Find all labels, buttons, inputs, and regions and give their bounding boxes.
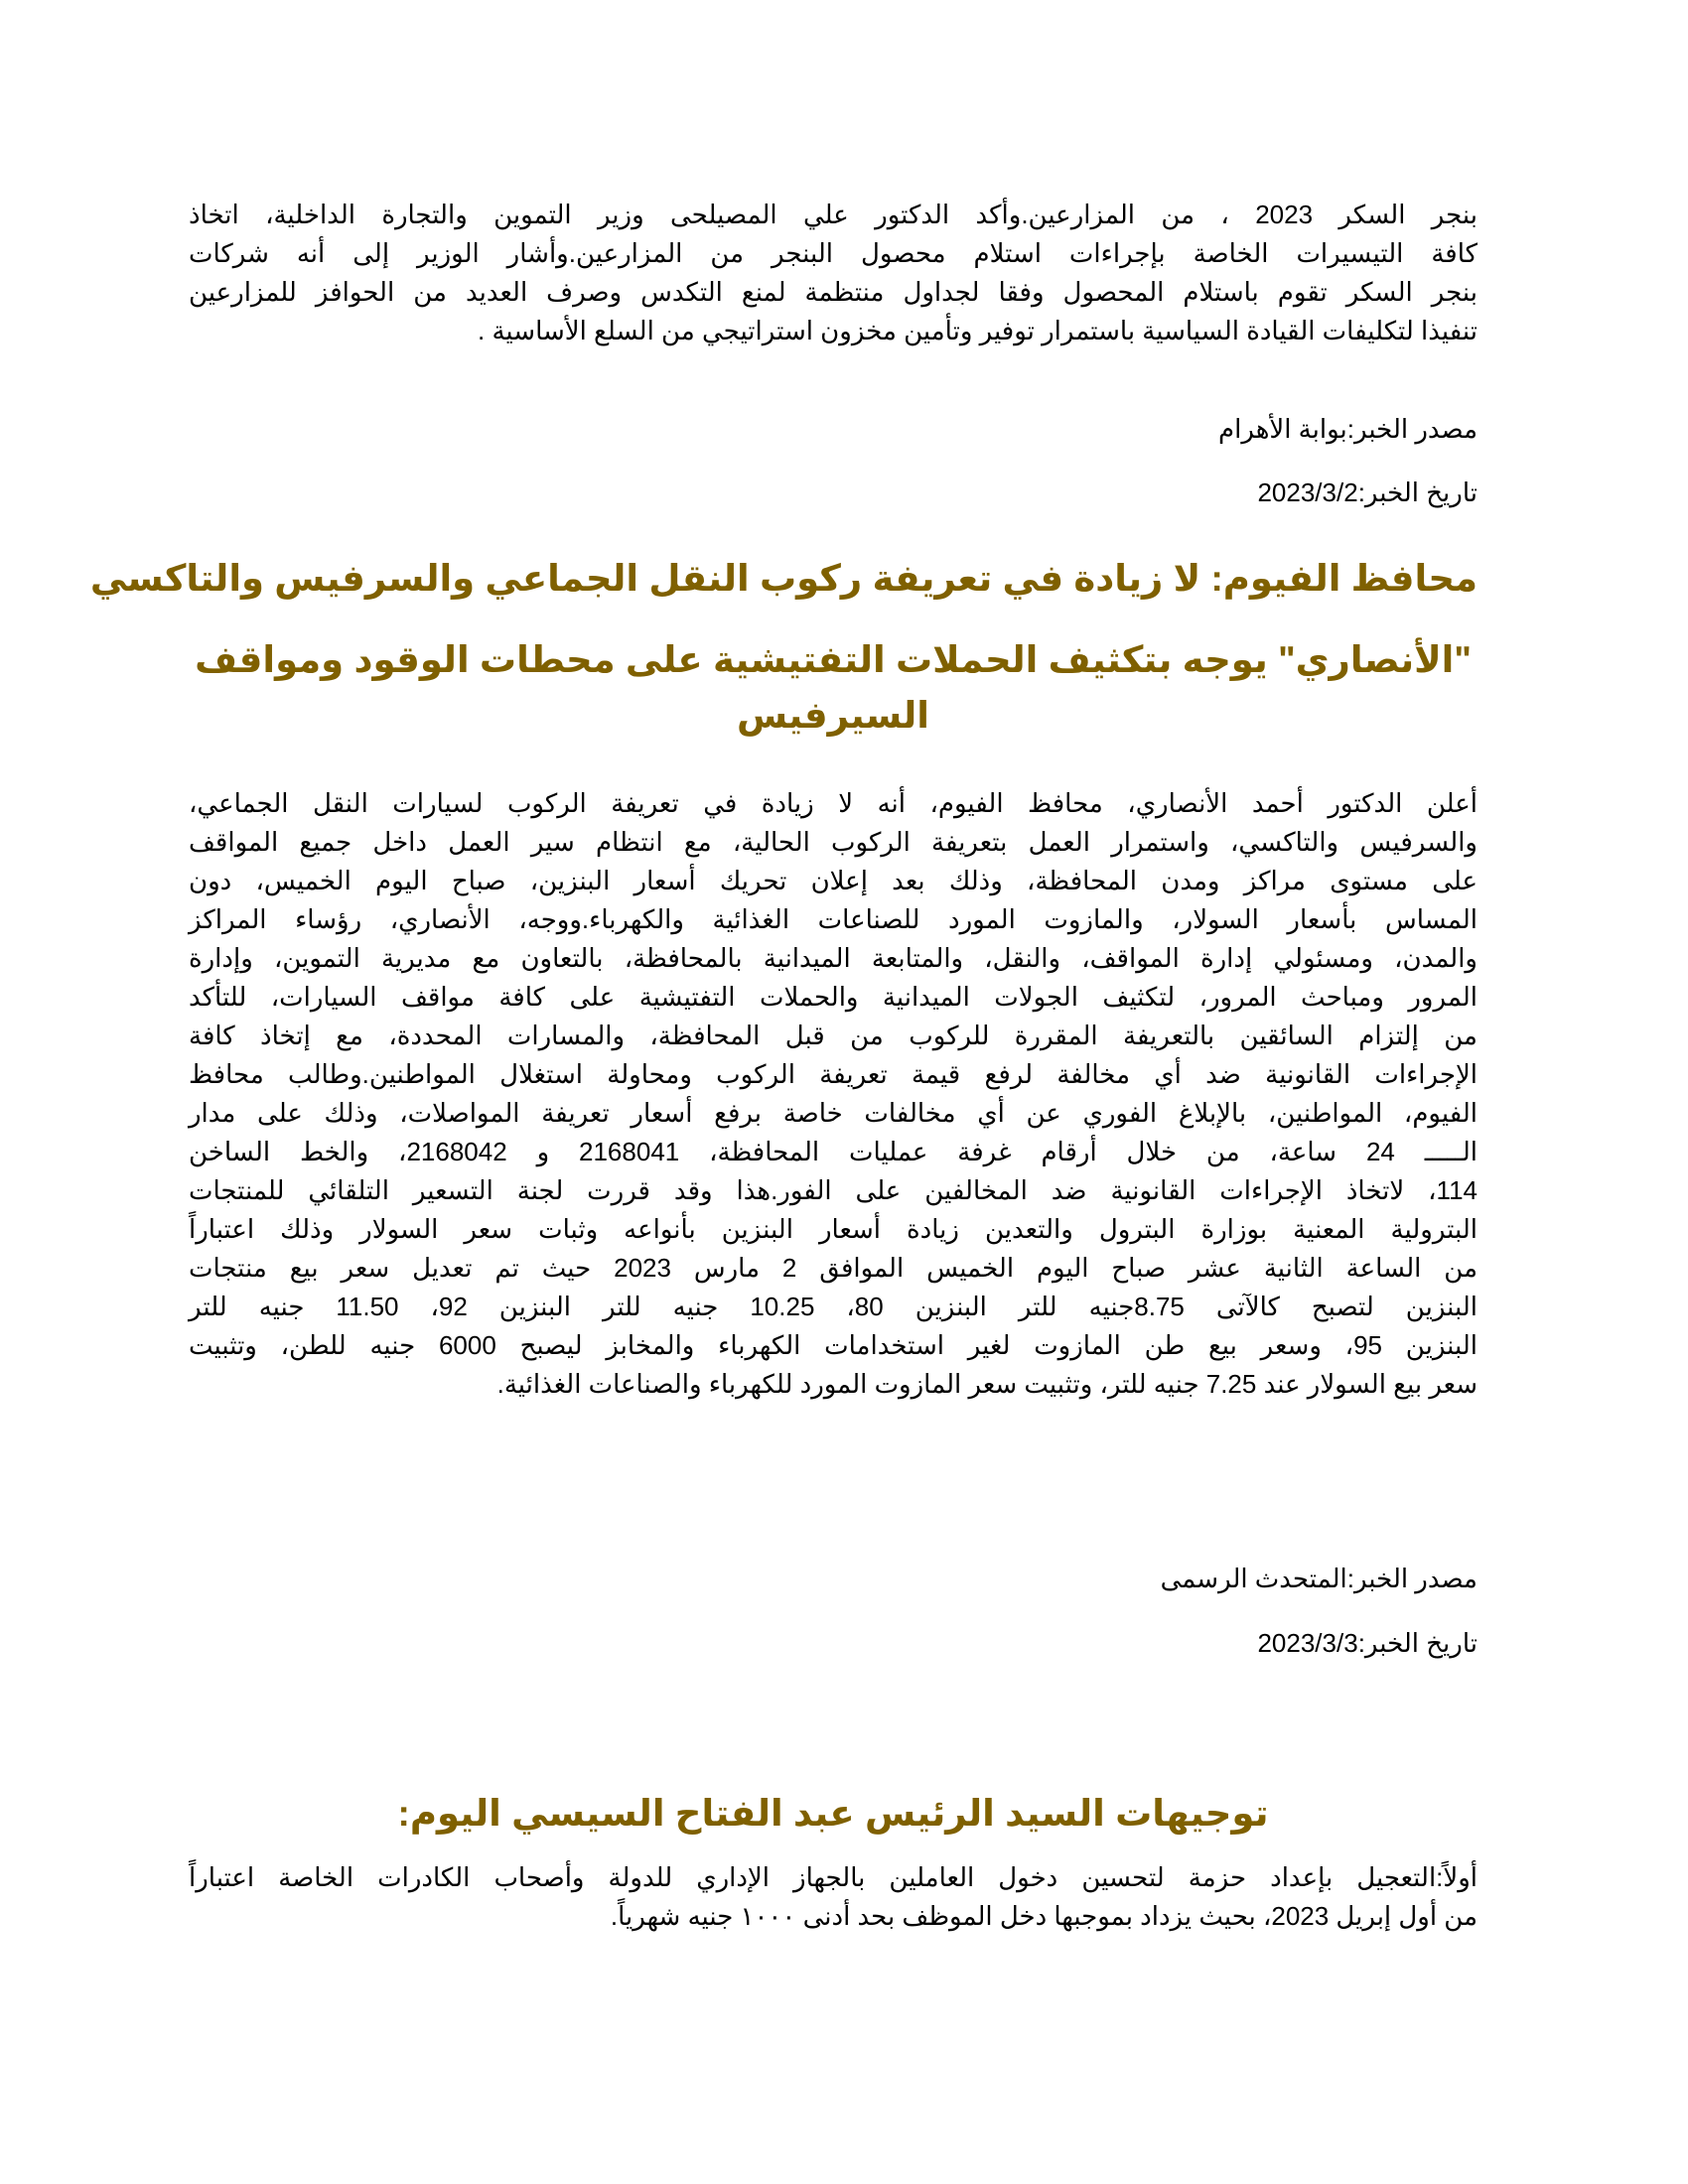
paragraph-line: الإجراءات القانونية ضد أي مخالفة لرفع قيمة تعريفة الركوب ومحاولة استغلال المواطنين.وطالب محافظ [189, 1059, 1477, 1089]
paragraph-line: بنجر السكر تقوم باستلام المحصول وفقا لجداول منتظمة لمنع التكدس وصرف العديد من الحوافز للمزارعين [189, 277, 1477, 307]
paragraph-line: 114، لاتخاذ الإجراءات القانونية ضد المخالفين على الفور.هذا وقد قررت لجنة التسعير التلقائي للمنتجات [189, 1175, 1477, 1205]
paragraph-line: الفيوم، المواطنين، بالإبلاغ الفوري عن أي مخالفات خاصة برفع أسعار تعريفة المواصلات، وذلك على مدار [189, 1098, 1477, 1128]
paragraph-line: بنجر السكر 2023 ، من المزارعين.وأكد الدكتور علي المصيلحى وزير التموين والتجارة الداخلية، اتخاذ [189, 200, 1478, 229]
paragraph-line: من إلتزام السائقين بالتعريفة المقررة للركوب من قبل المحافظة، والمسارات المحددة، مع إتخاذ كافة [189, 1021, 1477, 1050]
paragraph-line: أولاً:التعجيل بإعداد حزمة لتحسين دخول العاملين بالجهاز الإداري للدولة وأصحاب الكادرات الخاصة اعتباراً [189, 1862, 1477, 1892]
paragraph-line: المساس بأسعار السولار، والمازوت المورد للصناعات الغذائية والكهرباء.ووجه، الأنصاري، رؤساء المراكز [189, 904, 1477, 934]
news-date: تاريخ الخبر:2023/3/3 [1257, 1628, 1477, 1658]
paragraph-line: البنزين 95، وسعر بيع طن المازوت لغير استخدامات الكهرباء والمخابز ليصبح 6000 جنيه للطن، وتثبيت [189, 1330, 1477, 1360]
article-paragraph-directives [189, 1858, 1477, 1936]
paragraph-line: على مستوى مراكز ومدن المحافظة، وذلك بعد إعلان تحريك أسعار البنزين، صباح اليوم الخميس، دون [189, 866, 1477, 895]
paragraph-line: تنفيذا لتكليفات القيادة السياسية باستمرار توفير وتأمين مخزون استراتيجي من السلع الأساسية . [478, 316, 1477, 345]
paragraph-line: من الساعة الثانية عشر صباح اليوم الخميس الموافق 2 مارس 2023 حيث تم تعديل سعر بيع منتجات [189, 1253, 1477, 1283]
article-heading-presidential-directives [189, 1784, 1477, 1843]
paragraph-line: الـــــ 24 ساعة، من خلال أرقام غرفة عمليات المحافظة، 2168041 و 2168042، والخط الساخن [189, 1137, 1477, 1166]
paragraph-line: كافة التيسيرات الخاصة بإجراءات استلام محصول البنجر من المزارعين.وأشار الوزير إلى أنه شركات [189, 238, 1477, 268]
paragraph-line: البنزين لتصبح كالآتى 8.75جنيه للتر البنزين 80، 10.25 جنيه للتر البنزين 92، 11.50 جنيه للتر [189, 1292, 1477, 1321]
heading-line: توجيهات السيد الرئيس عبد الفتاح السيسي اليوم: [397, 1793, 1269, 1834]
article-heading-fayoum [89, 548, 1477, 752]
news-date: تاريخ الخبر:2023/3/2 [1257, 478, 1477, 507]
paragraph-line: والسرفيس والتاكسي، واستمرار العمل بتعريفة الركوب الحالية، مع انتظام سير العمل داخل جميع المواقف [189, 827, 1477, 857]
heading-line: "الأنصاري" يوجه بتكثيف الحملات التفتيشية على محطات الوقود ومواقف [195, 639, 1472, 680]
news-source: مصدر الخبر:بوابة الأهرام [1218, 414, 1477, 444]
heading-line: محافظ الفيوم: لا زيادة في تعريفة ركوب النقل الجماعي والسرفيس والتاكسي [89, 558, 1477, 599]
paragraph-line: أعلن الدكتور أحمد الأنصاري، محافظ الفيوم، أنه لا زيادة في تعريفة الركوب لسيارات النقل الجماعي، [189, 788, 1477, 818]
heading-line: السيرفيس [737, 695, 929, 736]
article-paragraph-fayoum [189, 784, 1477, 1404]
article-paragraph-sugar-beet [189, 196, 1477, 350]
paragraph-line: المرور ومباحث المرور، لتكثيف الجولات الميدانية والحملات التفتيشية على كافة مواقف السيارات، للتأكد [189, 982, 1477, 1012]
paragraph-line: من أول إبريل 2023، بحيث يزداد بموجبها دخل الموظف بحد أدنى ١٠٠٠ جنيه شهرياً. [610, 1901, 1477, 1931]
paragraph-line: والمدن، ومسئولي إدارة المواقف، والنقل، والمتابعة الميدانية بالمحافظة، بالتعاون مع مديرية التموين، وإدارة [189, 943, 1477, 973]
news-source: مصدر الخبر:المتحدث الرسمى [1160, 1564, 1477, 1593]
paragraph-line: سعر بيع السولار عند 7.25 جنيه للتر، وتثبيت سعر المازوت المورد للكهرباء والصناعات الغذائية. [496, 1369, 1477, 1399]
paragraph-line: البترولية المعنية بوزارة البترول والتعدين زيادة أسعار البنزين بأنواعه وثبات سعر السولار وذلك اعتباراً [189, 1214, 1477, 1244]
